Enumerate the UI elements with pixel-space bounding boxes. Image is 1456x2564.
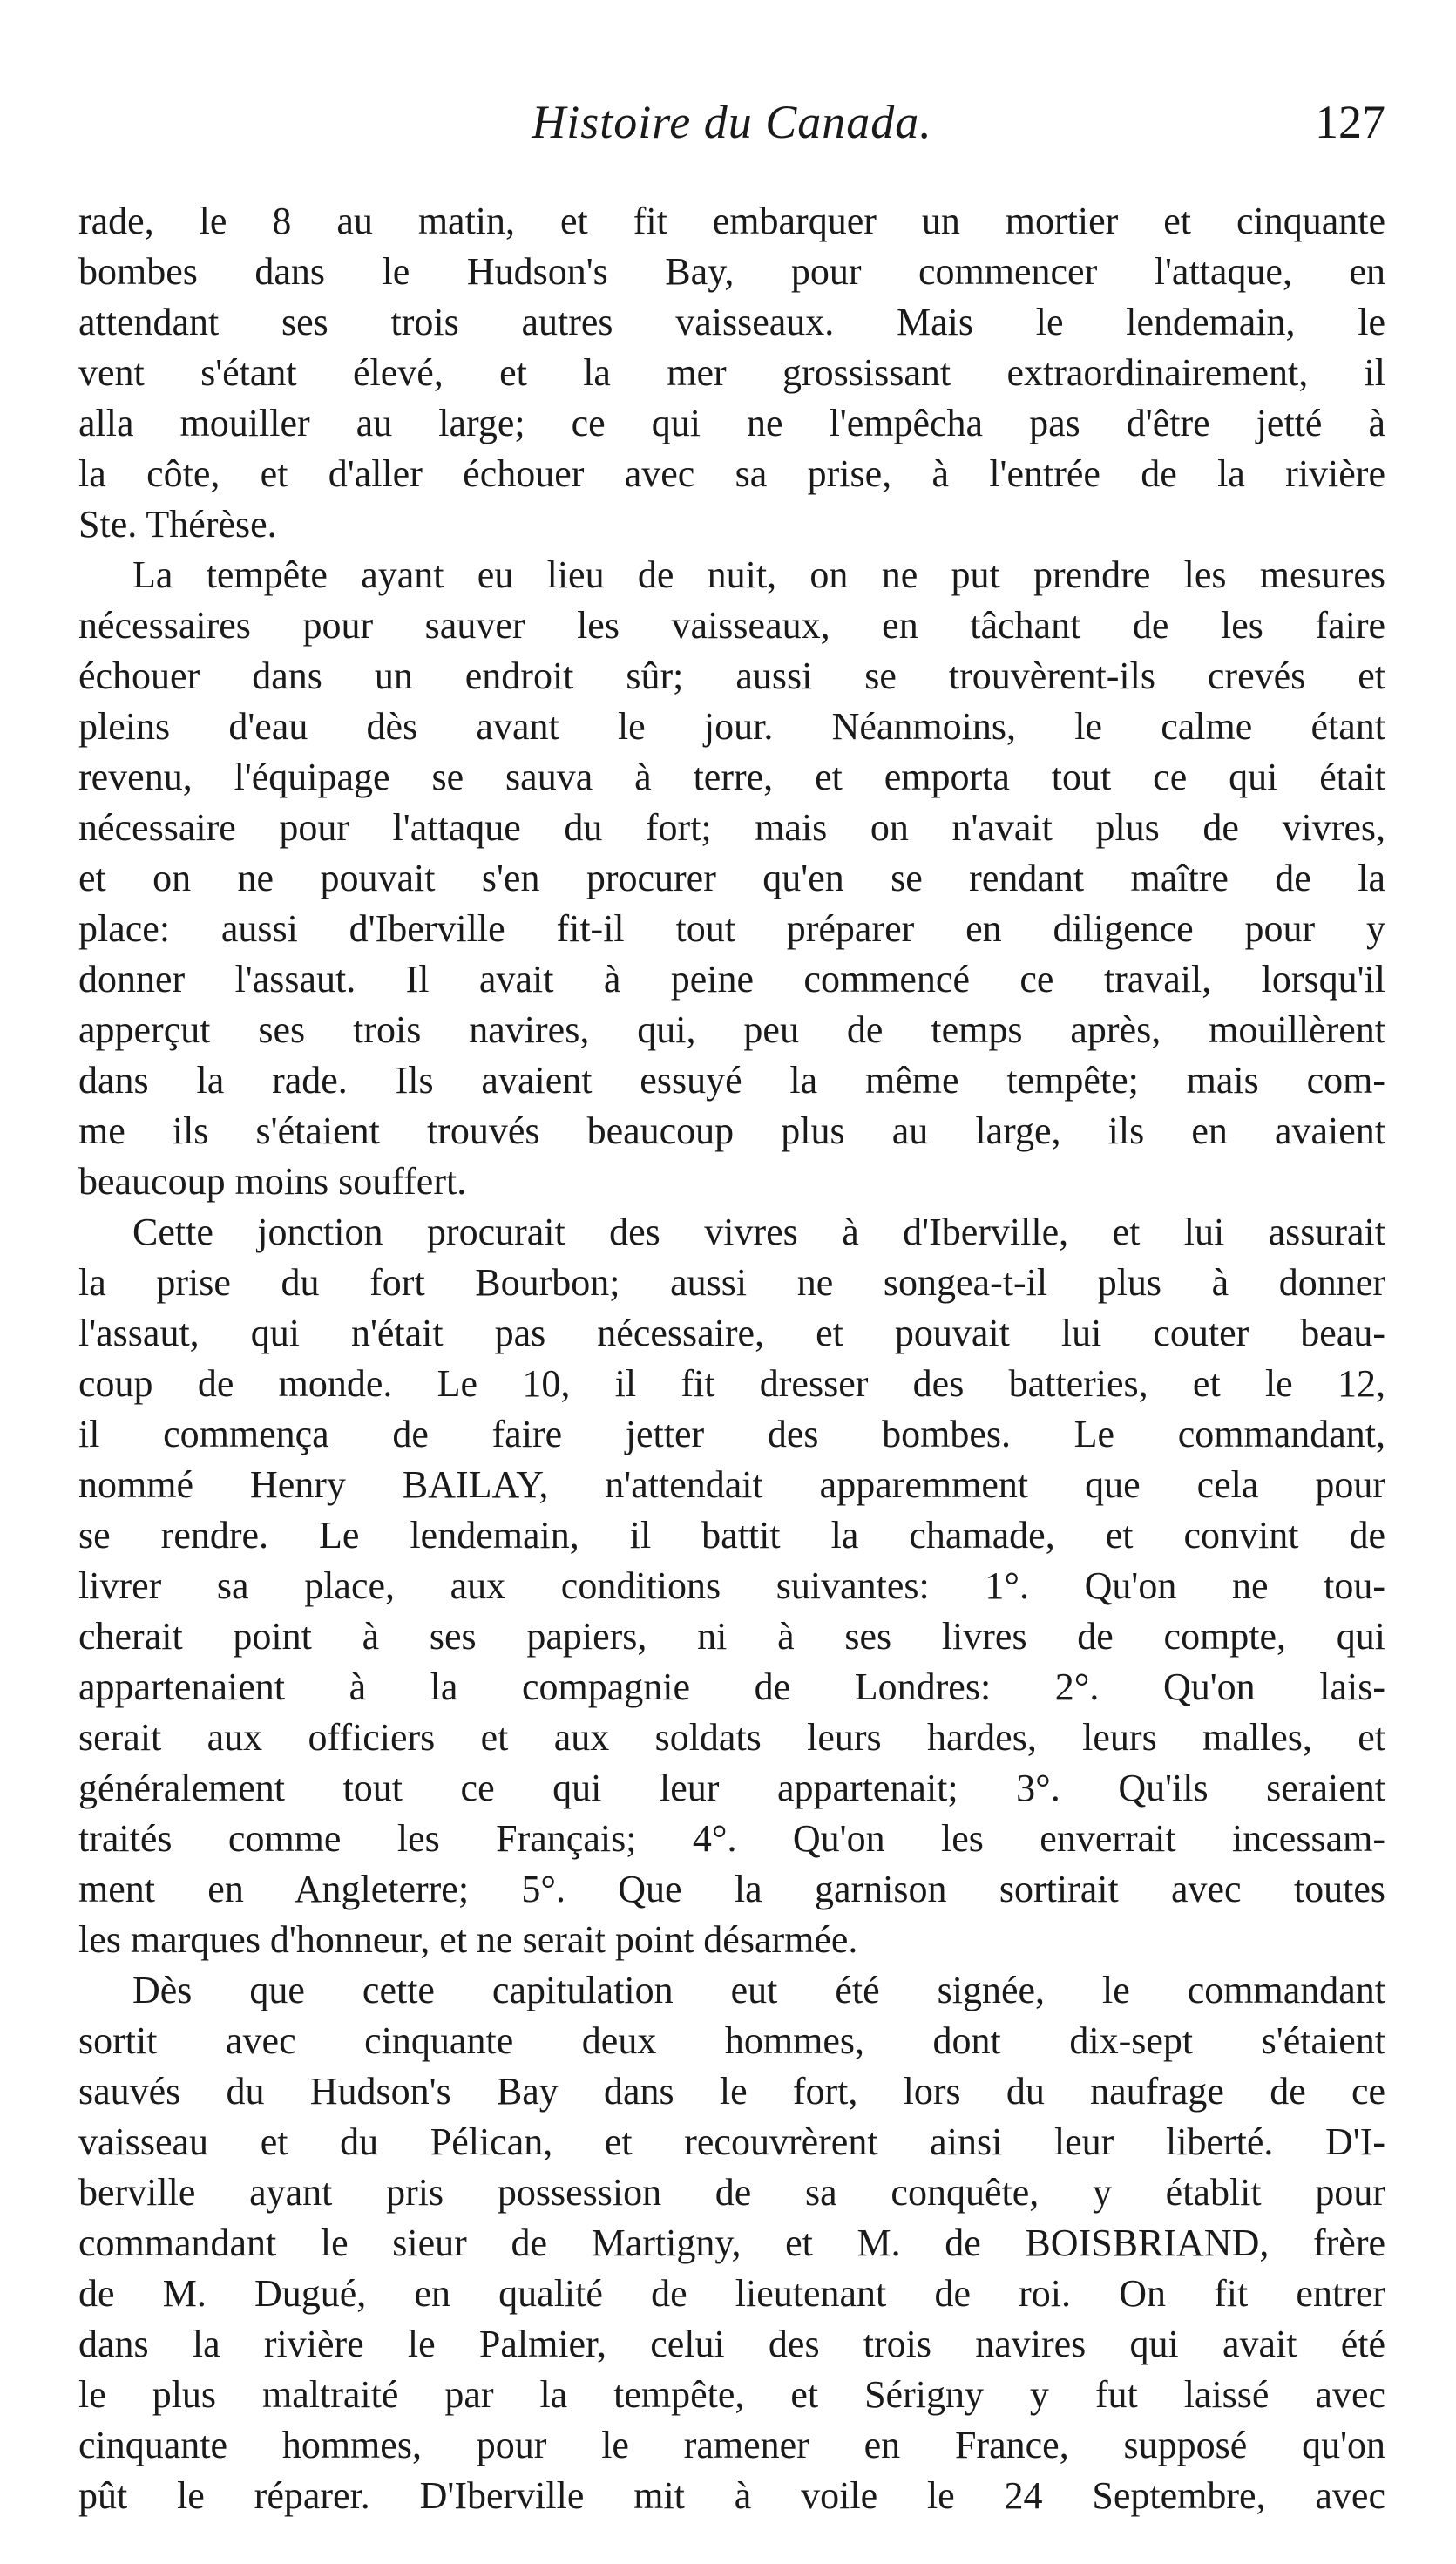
text-line: pût le réparer. D'Iberville mit à voile le 24 Septembre, avec xyxy=(78,2474,1385,2517)
text-line: pleins d'eau dès avant le jour. Néanmoins, le calme étant xyxy=(78,705,1385,748)
text-line: la côte, et d'aller échouer avec sa prise, à l'entrée de la rivière xyxy=(78,452,1385,495)
running-head xyxy=(78,92,1385,153)
text-line: berville ayant pris possession de sa conquête, y établit pour xyxy=(78,2171,1385,2214)
body-text xyxy=(78,196,1385,2517)
text-line: de M. Dugué, en qualité de lieutenant de roi. On fit entrer xyxy=(78,2272,1385,2315)
text-line: les marques d'honneur, et ne serait point désarmée. xyxy=(78,1918,858,1961)
paragraph-3 xyxy=(78,1207,1385,1965)
text-line: cinquante hommes, pour le ramener en France, supposé qu'on xyxy=(78,2424,1385,2466)
text-line: dans la rade. Ils avaient essuyé la même tempête; mais com- xyxy=(78,1059,1385,1102)
text-line: nécessaires pour sauver les vaisseaux, en tâchant de les faire xyxy=(78,604,1385,647)
text-line: place: aussi d'Iberville fit-il tout préparer en diligence pour y xyxy=(78,907,1385,950)
text-line: nommé Henry BAILAY, n'attendait apparemment que cela pour xyxy=(78,1463,1385,1506)
paragraph-2 xyxy=(78,550,1385,1207)
paragraph-1 xyxy=(78,196,1385,550)
text-line: Cette jonction procurait des vivres à d'Iberville, et lui assurait xyxy=(132,1211,1385,1253)
running-title: Histoire du Canada. xyxy=(532,96,932,148)
text-line: l'assaut, qui n'était pas nécessaire, et pouvait lui couter beau- xyxy=(78,1312,1385,1354)
text-line: donner l'assaut. Il avait à peine commencé ce travail, lorsqu'il xyxy=(78,958,1385,1001)
text-line: Dès que cette capitulation eut été signée, le commandant xyxy=(132,1969,1385,2011)
text-line: sortit avec cinquante deux hommes, dont dix-sept s'étaient xyxy=(78,2019,1385,2062)
paragraph-4 xyxy=(78,1965,1385,2521)
text-line: dans la rivière le Palmier, celui des trois navires qui avait été xyxy=(78,2323,1385,2365)
text-line: appartenaient à la compagnie de Londres: 2°. Qu'on lais- xyxy=(78,1665,1385,1708)
text-line: me ils s'étaient trouvés beaucoup plus au large, ils en avaient xyxy=(78,1109,1385,1152)
text-line: et on ne pouvait s'en procurer qu'en se rendant maître de la xyxy=(78,857,1385,899)
text-line: échouer dans un endroit sûr; aussi se trouvèrent-ils crevés et xyxy=(78,655,1385,697)
text-line: commandant le sieur de Martigny, et M. de BOISBRIAND, frère xyxy=(78,2221,1385,2264)
text-line: attendant ses trois autres vaisseaux. Mais le lendemain, le xyxy=(78,301,1385,343)
text-line: vent s'étant élevé, et la mer grossissant extraordinairement, il xyxy=(78,351,1385,394)
text-line: livrer sa place, aux conditions suivantes: 1°. Qu'on ne tou- xyxy=(78,1564,1385,1607)
text-line: bombes dans le Hudson's Bay, pour commencer l'attaque, en xyxy=(78,250,1385,293)
text-line: généralement tout ce qui leur appartenait; 3°. Qu'ils seraient xyxy=(78,1767,1385,1809)
text-line: Ste. Thérèse. xyxy=(78,503,277,546)
text-line: nécessaire pour l'attaque du fort; mais on n'avait plus de vivres, xyxy=(78,806,1385,849)
text-line: beaucoup moins souffert. xyxy=(78,1160,467,1203)
text-line: ment en Angleterre; 5°. Que la garnison sortirait avec toutes xyxy=(78,1868,1385,1910)
text-line: vaisseau et du Pélican, et recouvrèrent ainsi leur liberté. D'I- xyxy=(78,2120,1385,2163)
text-line: cherait point à ses papiers, ni à ses livres de compte, qui xyxy=(78,1615,1385,1658)
text-line: alla mouiller au large; ce qui ne l'empêcha pas d'être jetté à xyxy=(78,402,1385,444)
text-line: apperçut ses trois navires, qui, peu de temps après, mouillèrent xyxy=(78,1008,1385,1051)
text-line: il commença de faire jetter des bombes. Le commandant, xyxy=(78,1413,1385,1455)
text-line: traités comme les Français; 4°. Qu'on les enverrait incessam- xyxy=(78,1817,1385,1860)
text-line: La tempête ayant eu lieu de nuit, on ne put prendre les mesures xyxy=(132,553,1385,596)
text-line: serait aux officiers et aux soldats leurs hardes, leurs malles, et xyxy=(78,1716,1385,1759)
text-line: la prise du fort Bourbon; aussi ne songea-t-il plus à donner xyxy=(78,1261,1385,1304)
text-line: rade, le 8 au matin, et fit embarquer un mortier et cinquante xyxy=(78,200,1385,242)
text-line: se rendre. Le lendemain, il battit la chamade, et convint de xyxy=(78,1514,1385,1557)
text-line: sauvés du Hudson's Bay dans le fort, lors du naufrage de ce xyxy=(78,2070,1385,2113)
page-number: 127 xyxy=(1315,96,1385,148)
text-line: coup de monde. Le 10, il fit dresser des batteries, et le 12, xyxy=(78,1362,1385,1405)
text-line: le plus maltraité par la tempête, et Sérigny y fut laissé avec xyxy=(78,2373,1385,2416)
text-line: revenu, l'équipage se sauva à terre, et emporta tout ce qui était xyxy=(78,756,1385,798)
